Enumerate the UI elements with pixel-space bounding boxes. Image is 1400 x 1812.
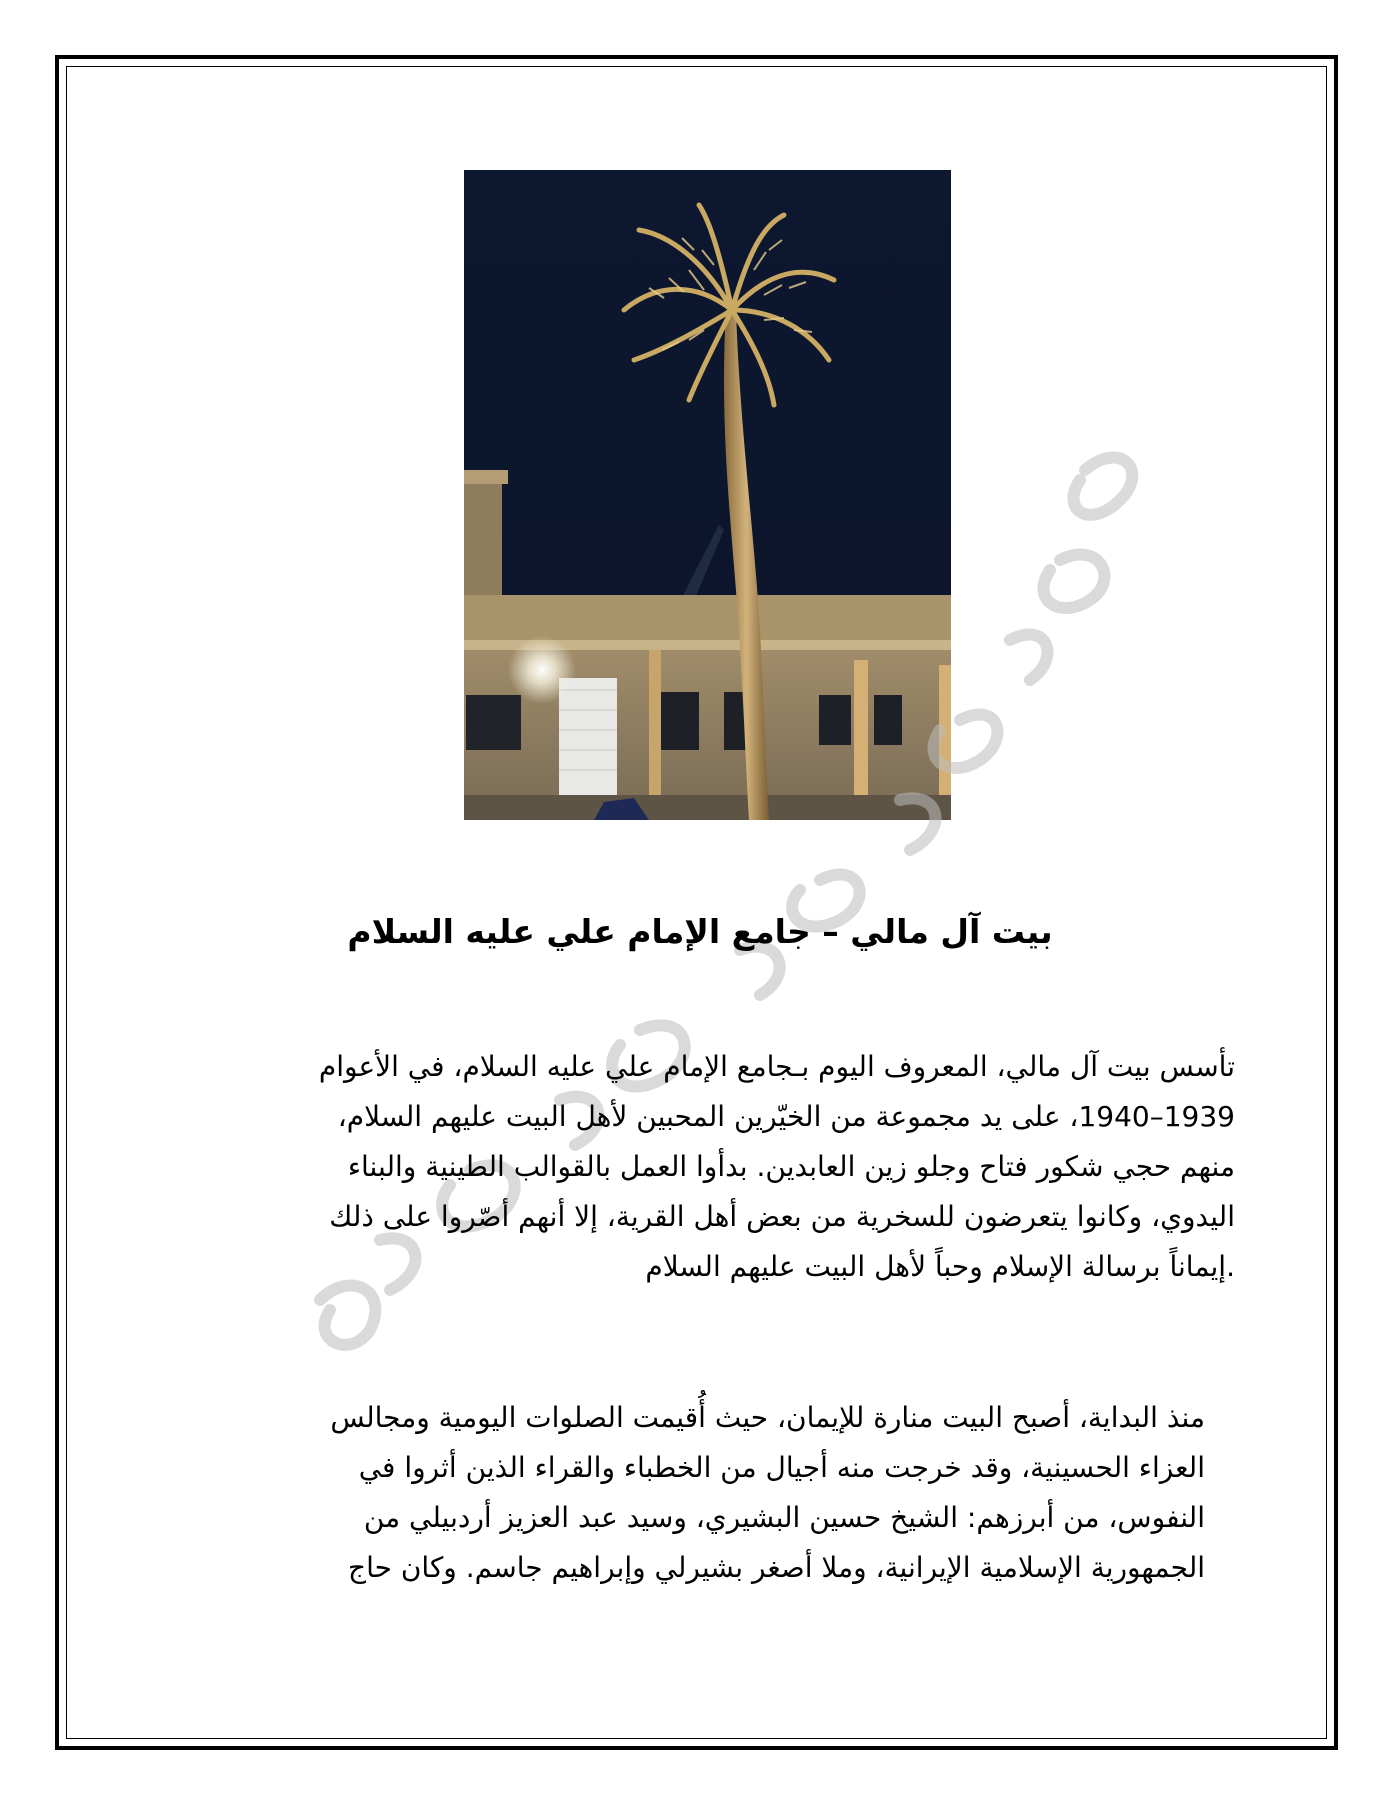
paragraph-2-line: الجمهورية الإسلامية الإيرانية، وملا أصغر بشيرلي وإبراهيم جاسم. وكان حاج xyxy=(348,1551,1205,1584)
paragraph-2 xyxy=(185,1393,1205,1593)
paragraph-2-line: منذ البداية، أصبح البيت منارة للإيمان، حيث أُقيمت الصلوات اليومية ومجالس xyxy=(330,1401,1205,1434)
paragraph-1-line: .إيماناً برسالة الإسلام وحباً لأهل البيت عليهم السلام xyxy=(645,1250,1235,1283)
paragraph-1-line: 1939–1940، على يد مجموعة من الخيّرين المحبين لأهل البيت عليهم السلام، xyxy=(337,1100,1235,1133)
document-title: بيت آل مالي – جامع الإمام علي عليه السلام xyxy=(347,912,1053,951)
palm-tree-night-photo-icon xyxy=(464,170,951,820)
paragraph-1 xyxy=(160,1042,1235,1292)
mosque-palm-photo xyxy=(464,170,951,820)
paragraph-1-line: اليدوي، وكانوا يتعرضون للسخرية من بعض أهل القرية، إلا أنهم أصّروا على ذلك xyxy=(329,1200,1235,1233)
paragraph-1-line: تأسس بيت آل مالي، المعروف اليوم بـجامع الإمام علي عليه السلام، في الأعوام xyxy=(318,1050,1235,1083)
paragraph-2-line: العزاء الحسينية، وقد خرجت منه أجيال من الخطباء والقراء الذين أثروا في xyxy=(358,1451,1205,1484)
paragraph-1-line: منهم حجي شكور فتاح وجلو زين العابدين. بدأوا العمل بالقوالب الطينية والبناء xyxy=(347,1150,1235,1183)
paragraph-2-line: النفوس، من أبرزهم: الشيخ حسين البشيري، وسيد عبد العزيز أردبيلي من xyxy=(363,1501,1205,1534)
watermark-text: مركز السيد الحبيبي للتراث العراقي xyxy=(0,0,15,1)
